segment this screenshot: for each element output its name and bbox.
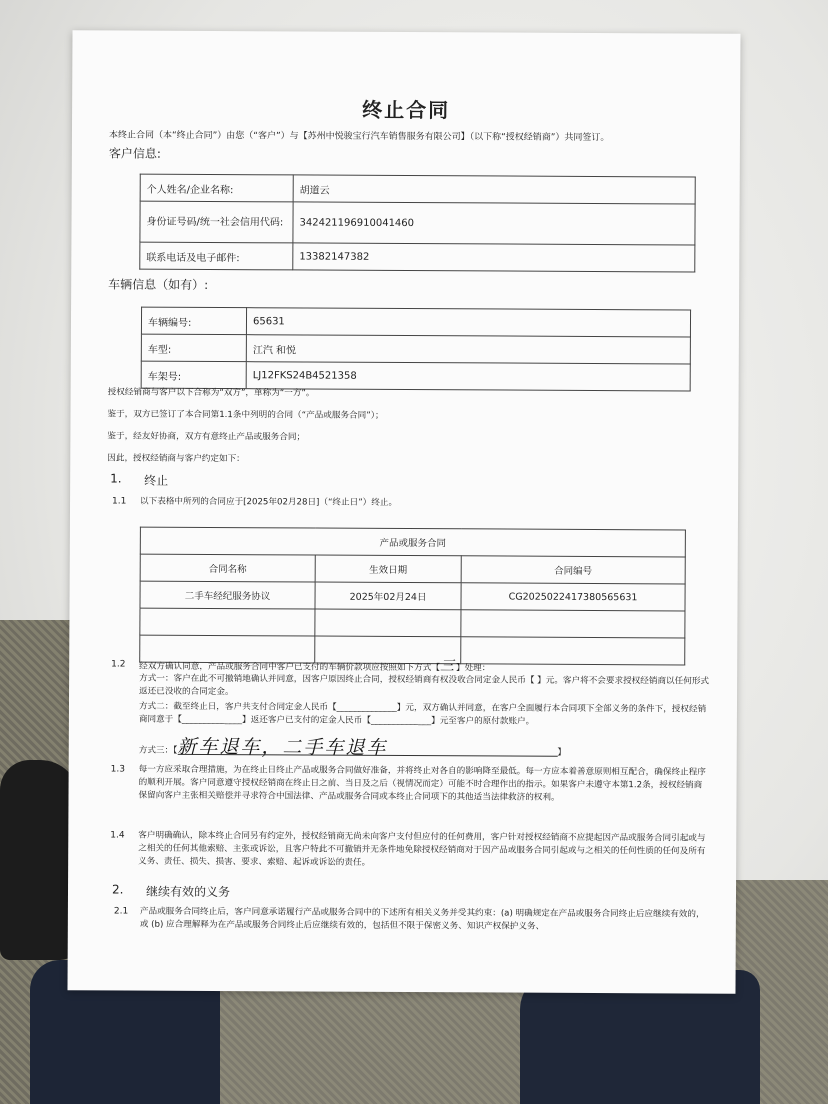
whereas-2: 鉴于，经友好协商，双方有意终止产品或服务合同； [107, 431, 306, 443]
clause-1-1-number: 1.1 [112, 496, 127, 507]
contract-date-cell [315, 609, 461, 637]
customer-contact-value: 13382147382 [293, 243, 695, 272]
whereas-1: 鉴于，双方已签订了本合同第1.1条中列明的合同（“产品或服务合同”）； [107, 409, 384, 421]
contract-name-cell [140, 608, 315, 636]
contract-name-cell: 二手车经纪服务协议 [140, 581, 315, 609]
table-row [140, 581, 685, 611]
handwritten-option-3: 新车退车，二手车退车 [177, 741, 557, 757]
option-3-line [138, 735, 567, 760]
vehicle-model-value: 江汽 和悦 [246, 335, 690, 364]
column-header-number: 合同编号 [461, 556, 685, 584]
clause-1-2-lead-text: 经双方确认同意，产品或服务合同中客户已支付的车辆价款项应按照如下方式【 [139, 661, 441, 674]
section-2-number: 2. [111, 882, 124, 897]
section-2-title: 继续有效的义务 [145, 884, 231, 900]
document-page [67, 30, 740, 993]
option-2-part-c: 】返还客户已支付的定金人民币【 [242, 715, 371, 726]
customer-contact-label: 联系电话及电子邮件: [140, 242, 293, 270]
customer-heading: 客户信息: [108, 146, 161, 161]
table-row [140, 174, 695, 204]
option-3-label: 方式三：【 [138, 745, 178, 756]
option-2-part-b: 】元，双方确认并同意，在客户全面履行本合同项下全部义务的条件下，授权经销商同意于【 [138, 702, 707, 725]
table-row [140, 527, 685, 557]
clause-1-1-text: 以下表格中所列的合同应于[2025年02月28日]（“终止日”）终止。 [140, 496, 398, 508]
table-row [140, 242, 695, 272]
vehicle-vin-value: LJ12FKS24B4521358 [246, 362, 690, 391]
table-row [141, 307, 690, 337]
clause-1-4-text: 客户明确确认，除本终止合同另有约定外，授权经销商无尚未向客户支付但应付的任何费用，客户针对授权经销商不应提起因产品或服务合同引起或与之相关的任何其他索赔、主张或诉讼，且客户特此不可撤销并无条件地免除授权经销商对于因产品或服务合同引起或与之相关的任何性质的任何及所有义务、责任、损失、损害、要求、索赔、起诉或诉讼的责任。 [138, 830, 706, 868]
contract-number-cell [461, 637, 685, 665]
section-1-number: 1. [110, 471, 122, 486]
column-header-date: 生效日期 [315, 555, 461, 583]
vehicle-model-label: 车型: [141, 334, 246, 362]
vehicle-heading: 车辆信息（如有）: [108, 277, 209, 292]
customer-name-value: 胡道云 [293, 175, 695, 204]
parties-paragraph: 授权经销商与客户以下合称为“双方”，单称为“一方”。 [107, 387, 315, 399]
customer-table [139, 174, 695, 273]
document-title: 终止合同 [362, 97, 451, 123]
option-2-text: 方式二：截至终止日，客户共支付合同定金人民币【______________】元，双方确认并同意，在客户全面履行本合同项下全部义务的条件下，授权经销商同意于【______________】返还客户已支付的定金人民币【______________】元至客户的原付款账户。 [138, 701, 707, 727]
table-row [140, 554, 685, 584]
contracts-table [139, 527, 686, 666]
customer-id-label: 身份证号码/统一社会信用代码: [140, 201, 293, 243]
clause-1-2-lead-end: 】处理： [455, 663, 491, 674]
customer-name-label: 个人姓名/企业名称: [140, 174, 293, 202]
table-row [140, 201, 695, 245]
section-1-title: 终止 [144, 473, 169, 488]
table-row [141, 334, 690, 364]
vehicle-table [141, 307, 691, 392]
clause-1-2-number: 1.2 [111, 659, 126, 670]
therefore-paragraph: 因此，授权经销商与客户约定如下： [107, 453, 245, 465]
clause-2-1-text: 产品或服务合同终止后，客户同意承诺履行产品或服务合同中的下述所有相关义务并受其约束：(a) 明确规定在产品或服务合同终止后应继续有效的，或 (b) 应合理解释为在产品或服务合同终止后应继续有效的，包括但不限于保密义务、知识产权保护义务、 [139, 906, 705, 932]
contract-number-cell: CG2025022417380565631 [461, 583, 685, 611]
clause-1-3-number: 1.3 [110, 764, 126, 775]
option-2-part-a: 方式二：截至终止日，客户共支付合同定金人民币【 [138, 701, 337, 713]
customer-id-value: 342421196910041460 [293, 202, 695, 245]
clause-2-1-number: 2.1 [113, 906, 129, 917]
option-1-text: 方式一：客户在此不可撤销地确认并同意，因客户原因终止合同，授权经销商有权没收合同定金人民币【 】元。客户将不会要求授权经销商以任何形式返还已没收的合同定金。 [139, 673, 710, 698]
handwritten-choice: 三 [439, 658, 457, 675]
contract-number-cell [461, 610, 685, 638]
column-header-name: 合同名称 [140, 554, 315, 582]
contracts-caption: 产品或服务合同 [140, 527, 685, 557]
vehicle-number-label: 车辆编号: [141, 307, 246, 335]
clause-1-3-text: 每一方应采取合理措施，为在终止日终止产品或服务合同做好准备，并将终止对各自的影响降至最低。每一方应本着善意原则相互配合，确保终止程序的顺利开展。客户同意遵守授权经销商在终止日之前、当日及之后（视情况而定）可能不时合理作出的指示。如果客户未遵守本第1.2条，授权经销商保留向客户主张相关赔偿并寻求符合中国法律、产品或服务合同或本终止合同项下的其他适当法律救济的权利。 [138, 764, 706, 803]
option-3-end: 】 [557, 747, 567, 758]
table-row [140, 608, 685, 638]
clause-1-4-number: 1.4 [110, 830, 125, 841]
contract-date-cell: 2025年02月24日 [315, 582, 461, 610]
intro-paragraph: 本终止合同（本“终止合同”）由您（“客户”）与【苏州中悦骏宝行汽车销售服务有限公司】（以下称“授权经销商”）共同签订。 [108, 130, 610, 144]
option-2-part-d: 】元至客户的原付款账户。 [431, 716, 535, 727]
vehicle-vin-label: 车架号: [141, 361, 246, 389]
vehicle-number-value: 65631 [246, 308, 690, 337]
